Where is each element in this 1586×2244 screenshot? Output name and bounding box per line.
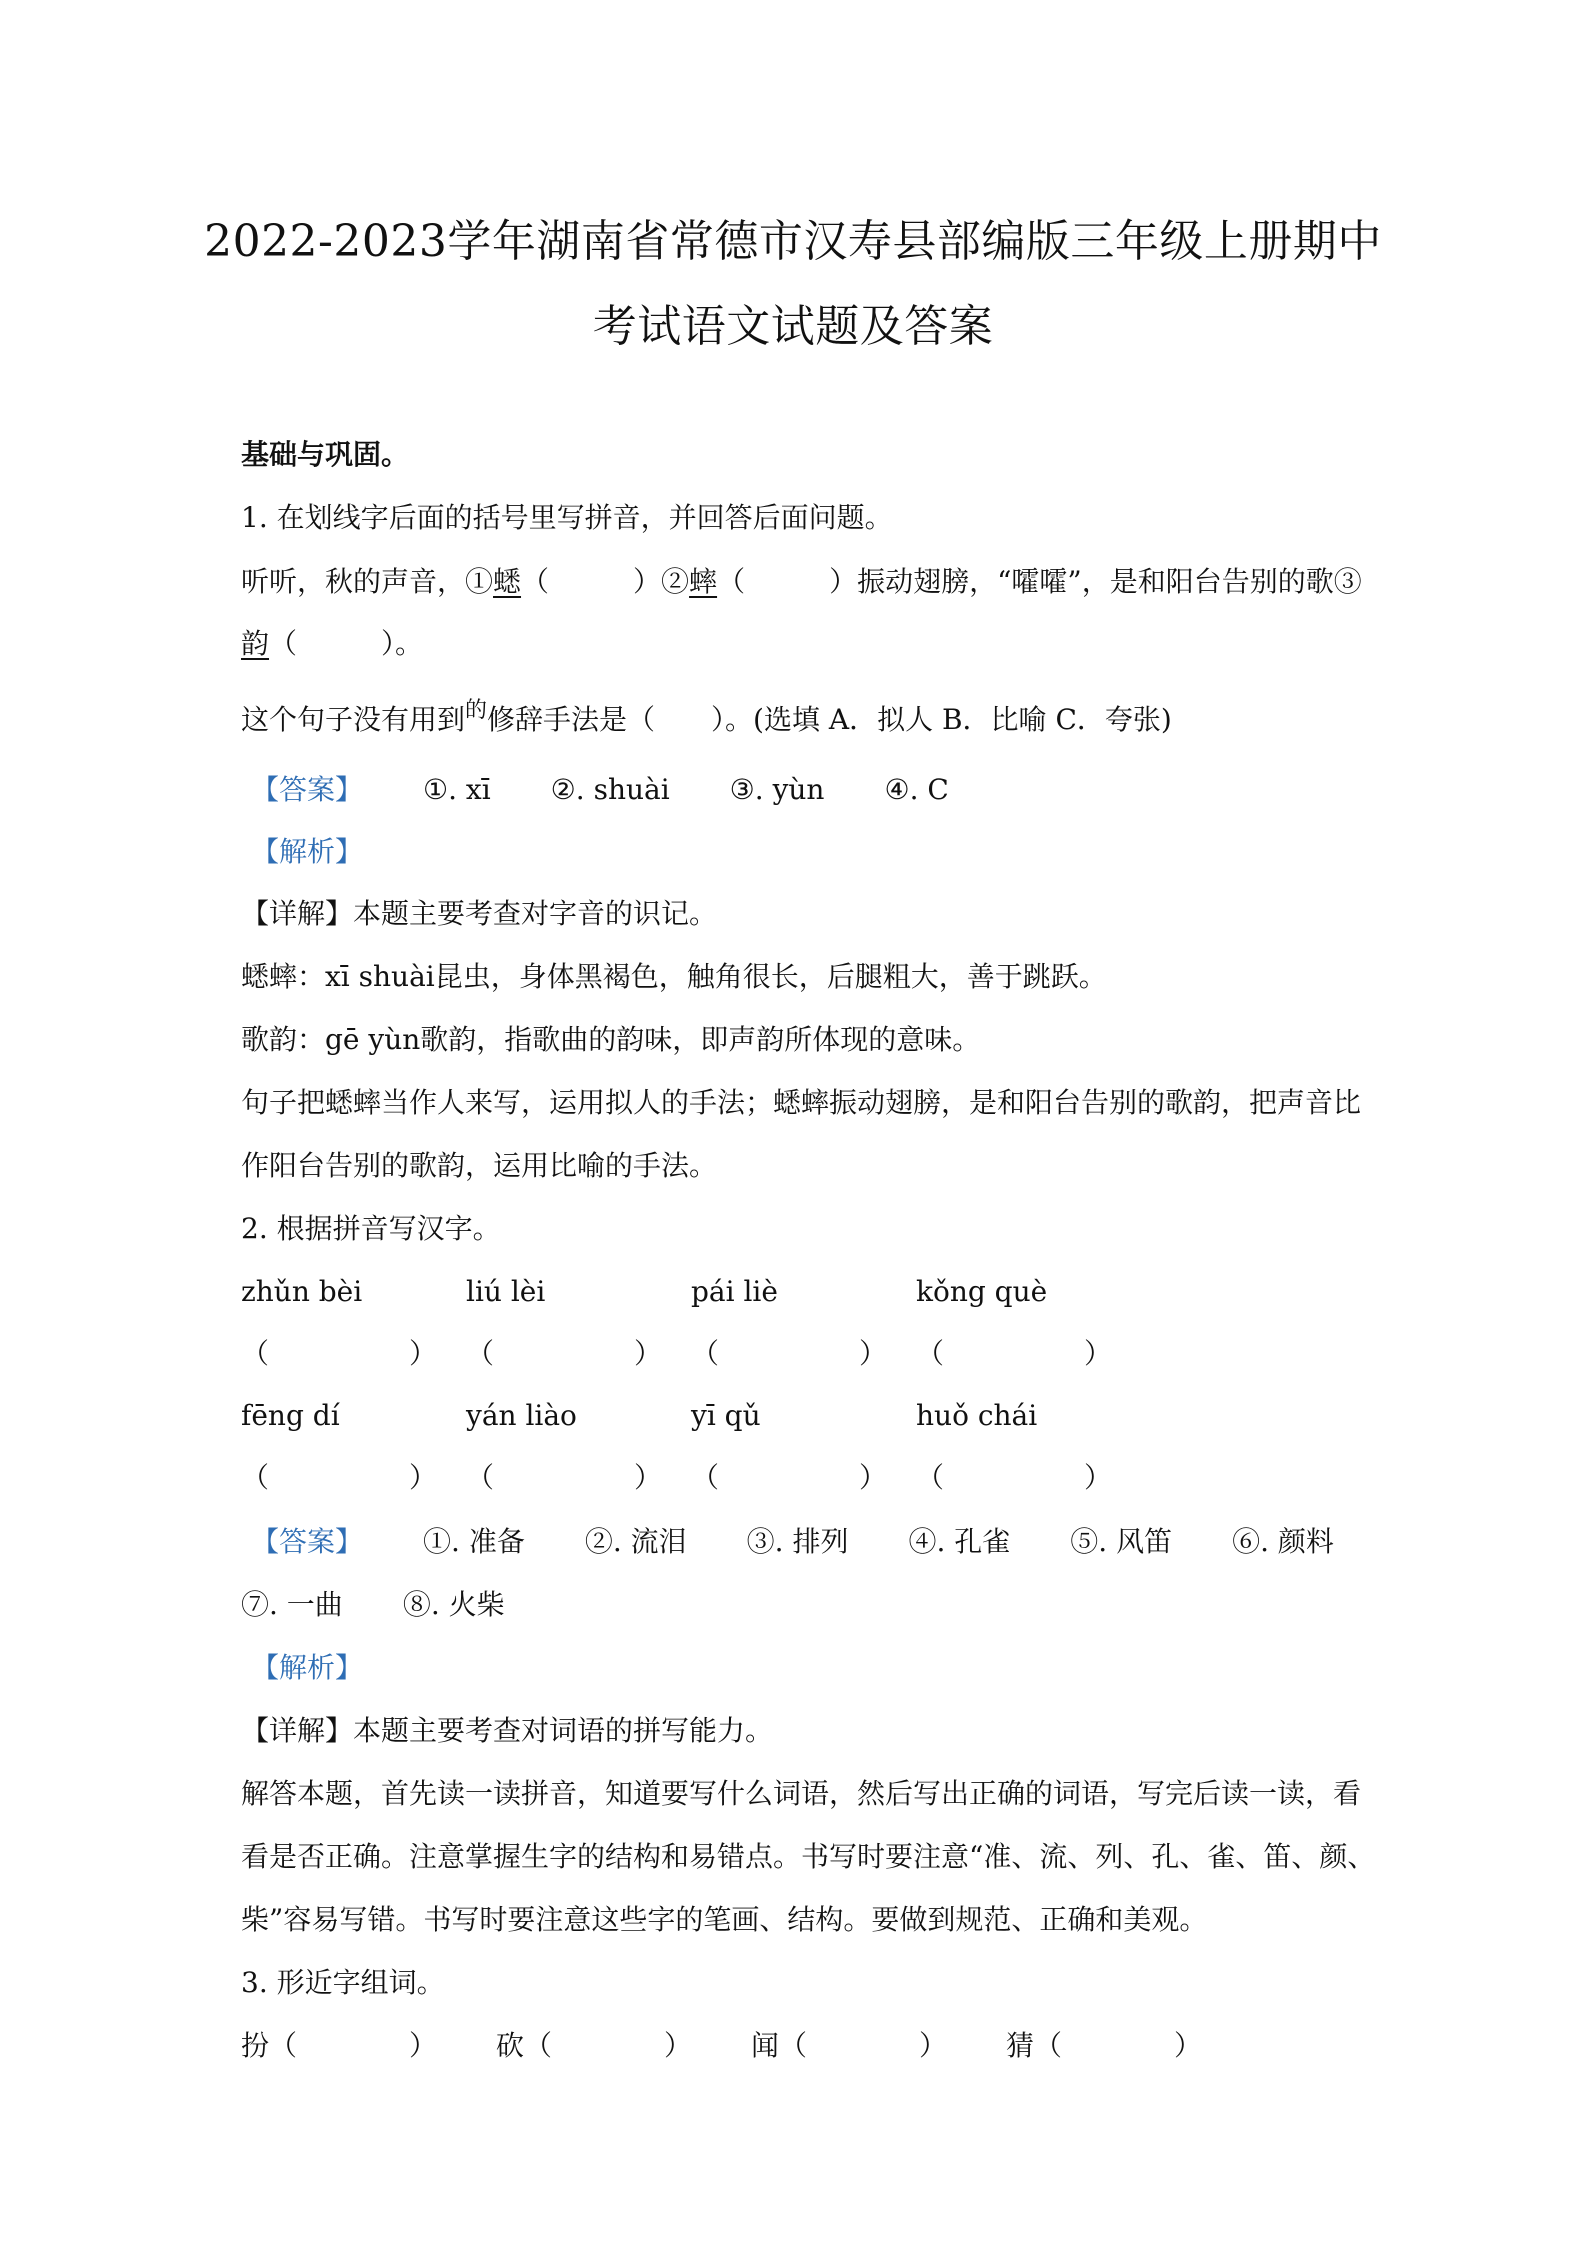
q1-answer-row [241, 770, 949, 810]
q1-stem: 1. 在划线字后面的括号里写拼音，并回答后面问题。 [241, 501, 893, 534]
q1-question [241, 700, 1172, 743]
answer-item: ②. shuài [550, 773, 670, 806]
answer-blank: （ ） [916, 1461, 1113, 1494]
q1-question-b: 修辞手法是（ ）。(选填 A．拟人 B．比喻 C．夸张) [487, 703, 1172, 736]
answer-item: ⑦. 一曲 [241, 1588, 343, 1621]
q1-explanation-2: 歌韵：gē yùn歌韵，指歌曲的韵味，即声韵所体现的意味。 [241, 1023, 981, 1056]
word-group-item: 扮（ ） [241, 2029, 438, 2062]
q2-answer-row-1 [241, 1522, 1334, 1562]
word-group-item: 闻（ ） [751, 2029, 948, 2062]
q1-explanation-3: 句子把蟋蟀当作人来写，运用拟人的手法；蟋蟀振动翅膀，是和阳台告别的歌韵，把声音比 [241, 1086, 1362, 1119]
section-heading: 基础与巩固。 [241, 438, 410, 471]
answer-blank: （ ） [916, 1337, 1113, 1370]
q2-explanation-2: 看是否正确。注意掌握生字的结构和易错点。书写时要注意“准、流、列、孔、雀、笛、颜、 [241, 1840, 1376, 1873]
q2-blank-row-1 [241, 1334, 1112, 1374]
q1-detail: 【详解】本题主要考查对字音的识记。 [241, 897, 718, 930]
q1-explanation-1: 蟋蟀：xī shuài昆虫，身体黑褐色，触角很长，后腿粗大，善于跳跃。 [241, 960, 1107, 993]
answer-item: ④. C [884, 773, 949, 806]
answer-tag: 【答案】 [251, 1525, 364, 1558]
q3-stem: 3. 形近字组词。 [241, 1966, 445, 1999]
word-group-item: 砍（ ） [496, 2029, 693, 2062]
answer-item: ⑤. 风笛 [1070, 1525, 1173, 1558]
q1-sentence-line1 [241, 562, 1362, 602]
answer-blank: （ ） [691, 1461, 888, 1494]
q2-pinyin-row-1 [241, 1272, 1047, 1312]
answer-item: ③. yùn [729, 773, 825, 806]
word-group-item: 猜（ ） [1006, 2029, 1203, 2062]
answer-blank: （ ） [241, 1461, 438, 1494]
doc-title-line2: 考试语文试题及答案 [592, 301, 994, 352]
analysis-tag: 【解析】 [251, 835, 364, 868]
q1-question-a: 这个句子没有用到 [241, 703, 466, 736]
q1-underlined-char-1: 蟋 [493, 565, 522, 598]
q2-answer-row-2 [241, 1585, 505, 1625]
answer-item: ⑧. 火柴 [402, 1588, 505, 1621]
q2-pinyin-row-2 [241, 1396, 1037, 1436]
answer-item: ①. 准备 [423, 1525, 525, 1558]
q1-text-b: （ ）② [521, 565, 690, 598]
q1-text-d: （ ）。 [269, 627, 424, 660]
answer-blank: （ ） [241, 1337, 438, 1370]
doc-title-line1: 2022-2023学年湖南省常德市汉寿县部编版三年级上册期中 [204, 216, 1382, 267]
q1-underlined-char-3: 韵 [241, 627, 270, 660]
answer-item: ③. 排列 [746, 1525, 849, 1558]
q1-explanation-4: 作阳台告别的歌韵，运用比喻的手法。 [241, 1149, 718, 1182]
answer-item: ④. 孔雀 [908, 1525, 1011, 1558]
pinyin-item: yī qǔ [691, 1399, 761, 1432]
answer-blank: （ ） [691, 1337, 888, 1370]
q2-stem: 2. 根据拼音写汉字。 [241, 1212, 501, 1245]
answer-blank: （ ） [466, 1461, 663, 1494]
q2-explanation-1: 解答本题，首先读一读拼音，知道要写什么词语，然后写出正确的词语，写完后读一读，看 [241, 1777, 1362, 1810]
pinyin-item: liú lèi [466, 1275, 546, 1308]
pinyin-item: huǒ chái [916, 1399, 1038, 1432]
q1-text-c: （ ）振动翅膀，“嚯嚯”，是和阳台告别的歌③ [717, 565, 1362, 598]
pinyin-item: pái liè [691, 1275, 778, 1308]
answer-tag: 【答案】 [251, 773, 364, 806]
q3-items-row [241, 2026, 1202, 2066]
analysis-tag: 【解析】 [251, 1651, 364, 1684]
pinyin-item: yán liào [466, 1399, 577, 1432]
q1-question-sup: 的 [465, 698, 488, 723]
q2-blank-row-2 [241, 1458, 1112, 1498]
pinyin-item: zhǔn bèi [241, 1275, 363, 1308]
q2-explanation-3: 柴”容易写错。书写时要注意这些字的笔画、结构。要做到规范、正确和美观。 [241, 1903, 1208, 1936]
q1-text-a: 听听，秋的声音，① [241, 565, 494, 598]
answer-item: ①. xī [423, 773, 491, 806]
pinyin-item: fēng dí [241, 1399, 340, 1432]
answer-item: ②. 流泪 [584, 1525, 687, 1558]
pinyin-item: kǒng què [916, 1275, 1048, 1308]
answer-item: ⑥. 颜料 [1232, 1525, 1334, 1558]
q2-detail: 【详解】本题主要考查对词语的拼写能力。 [241, 1714, 774, 1747]
answer-blank: （ ） [466, 1337, 663, 1370]
q1-underlined-char-2: 蟀 [689, 565, 718, 598]
q1-sentence-line2 [241, 624, 423, 664]
